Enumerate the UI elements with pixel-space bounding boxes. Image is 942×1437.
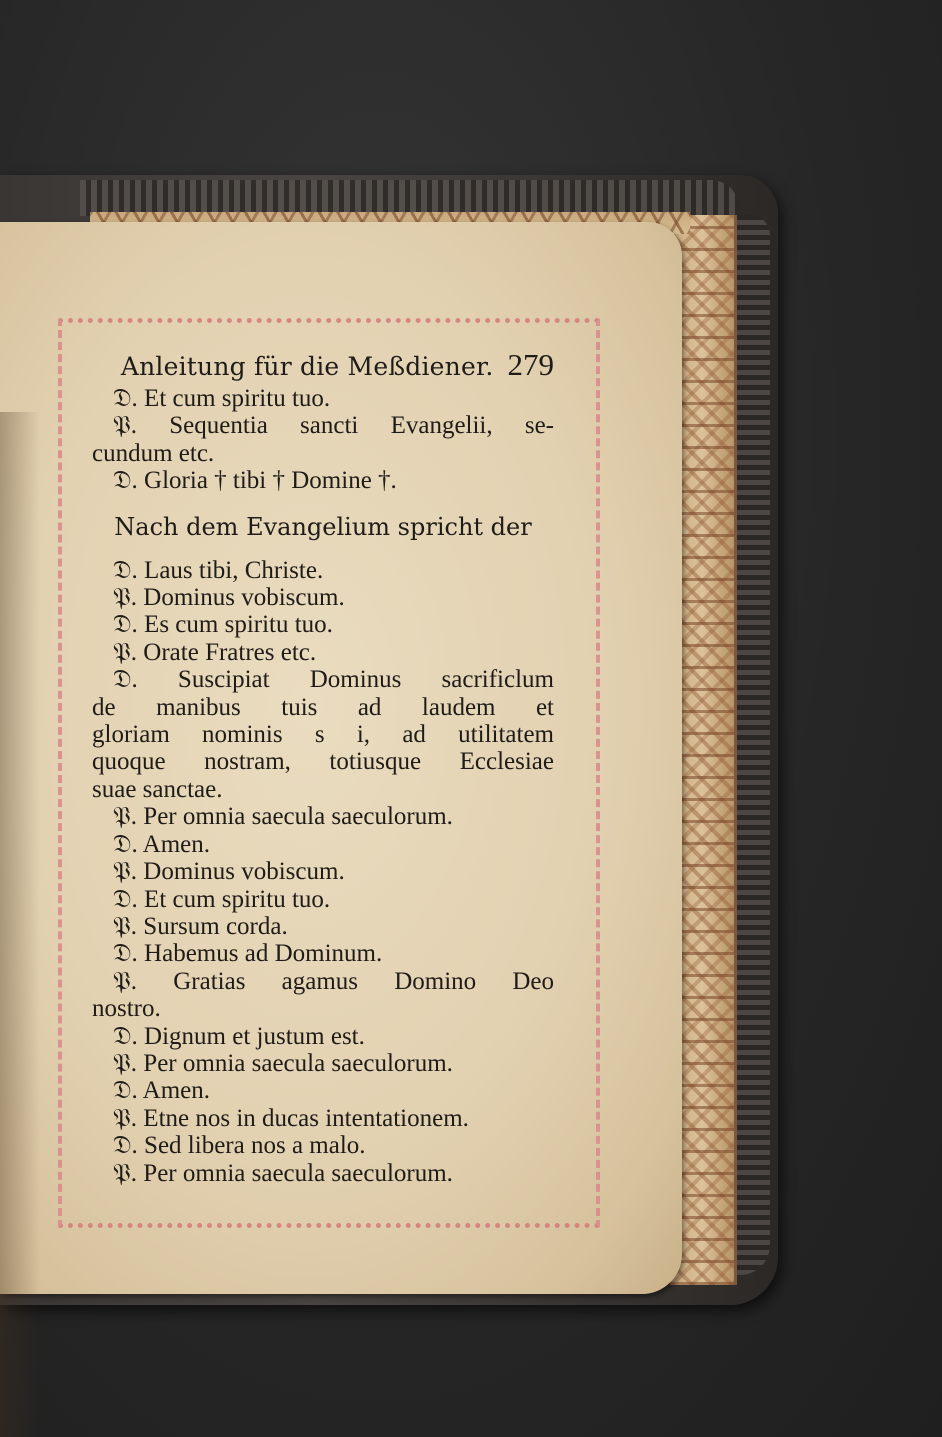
- text-line: 𝔓. Dominus vobiscum.: [113, 584, 345, 612]
- text-line: 𝔓. Orate Fratres etc.: [113, 638, 317, 666]
- text-line: 𝔓. Sequentia sancti Evangelii, se-: [113, 412, 554, 440]
- text-line: 𝔇. Sed libera nos a malo.: [113, 1132, 366, 1160]
- cover-side-ribbing: [734, 215, 770, 1275]
- page-number: 279: [507, 347, 554, 382]
- text-line: 𝔇. Suscipiat Dominus sacrificlum: [113, 666, 554, 694]
- rubric-heading: Nach dem Evangelium spricht der: [114, 512, 532, 541]
- text-line: 𝔓. Sursum corda.: [113, 912, 288, 940]
- text-line: 𝔓. Per omnia saecula saeculorum.: [113, 803, 453, 831]
- text-line: cundum etc.: [92, 439, 215, 467]
- text-line: suae sanctae.: [92, 775, 223, 803]
- text-line: 𝔇. Laus tibi, Christe.: [113, 556, 324, 584]
- text-line: 𝔓. Gratias agamus Domino Deo: [113, 967, 554, 995]
- text-line: quoque nostram, totiusque Ecclesiae: [92, 748, 554, 776]
- text-line: 𝔇. Amen.: [113, 1077, 211, 1105]
- text-line: 𝔇. Gloria † tibi † Domine †.: [113, 467, 397, 495]
- page-text-block: [92, 347, 554, 1187]
- text-line: 𝔓. Etne nos in ducas intentationem.: [113, 1104, 469, 1132]
- text-line: de manibus tuis ad laudem et: [92, 693, 554, 721]
- running-header: [92, 347, 554, 383]
- text-line: 𝔇. Habemus ad Dominum.: [113, 940, 383, 968]
- text-line: 𝔓. Per omnia saecula saeculorum.: [113, 1049, 453, 1077]
- header-title: Anleitung für die Meßdiener.: [120, 352, 494, 381]
- text-line: 𝔇. Amen.: [113, 830, 211, 858]
- text-line: 𝔓. Per omnia saecula saeculorum.: [113, 1159, 453, 1187]
- text-line: 𝔇. Et cum spiritu tuo.: [113, 385, 331, 412]
- text-line: gloriam nominis s i, ad utilitatem: [92, 721, 554, 749]
- text-line: nostro.: [92, 995, 161, 1023]
- spine-shadow: [0, 412, 40, 1437]
- text-line: 𝔇. Et cum spiritu tuo.: [113, 885, 331, 913]
- text-line: 𝔇. Es cum spiritu tuo.: [113, 611, 333, 639]
- text-line: 𝔓. Dominus vobiscum.: [113, 858, 345, 886]
- text-line: 𝔇. Dignum et justum est.: [113, 1022, 365, 1050]
- cover-top-ribbing: [80, 180, 740, 216]
